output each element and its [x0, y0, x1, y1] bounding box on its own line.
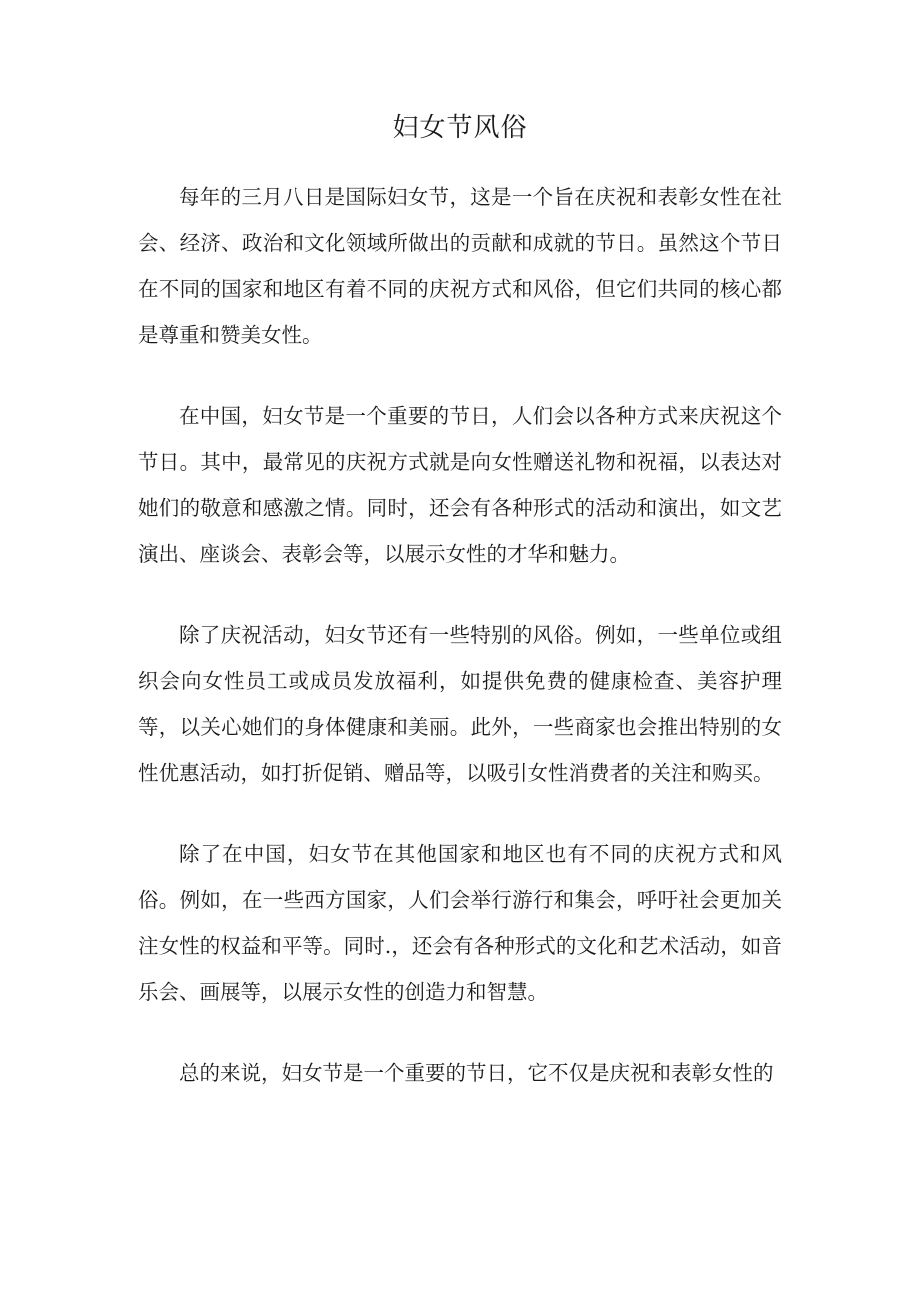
- paragraph-1: 每年的三月八日是国际妇女节，这是一个旨在庆祝和表彰女性在社会、经济、政治和文化领域所做出的贡献和成就的节日。虽然这个节日在不同的国家和地区有着不同的庆祝方式和风俗，但它们共同的核心都是尊重和赞美女性。: [138, 185, 782, 347]
- document-body: [138, 174, 782, 1131]
- paragraph-2: 在中国，妇女节是一个重要的节日，人们会以各种方式来庆祝这个节日。其中，最常见的庆祝方式就是向女性赠送礼物和祝福，以表达对她们的敬意和感激之情。同时，还会有各种形式的活动和演出，如文艺演出、座谈会、表彰会等，以展示女性的才华和魅力。: [138, 404, 782, 566]
- paragraph-4: 除了在中国，妇女节在其他国家和地区也有不同的庆祝方式和风俗。例如，在一些西方国家，人们会举行游行和集会，呼吁社会更加关注女性的权益和平等。同时.，还会有各种形式的文化和艺术活动，如音乐会、画展等，以展示女性的创造力和智慧。: [138, 842, 782, 1004]
- paragraph-5: 总的来说，妇女节是一个重要的节日，它不仅是庆祝和表彰女性的: [179, 1061, 774, 1085]
- document-title: 妇女节风俗: [392, 113, 528, 143]
- paragraph-3: 除了庆祝活动，妇女节还有一些特别的风俗。例如，一些单位或组织会向女性员工或成员发放福利，如提供免费的健康检查、美容护理等，以关心她们的身体健康和美丽。此外，一些商家也会推出特别的女性优惠活动，如打折促销、赠品等，以吸引女性消费者的关注和购买。: [138, 623, 782, 785]
